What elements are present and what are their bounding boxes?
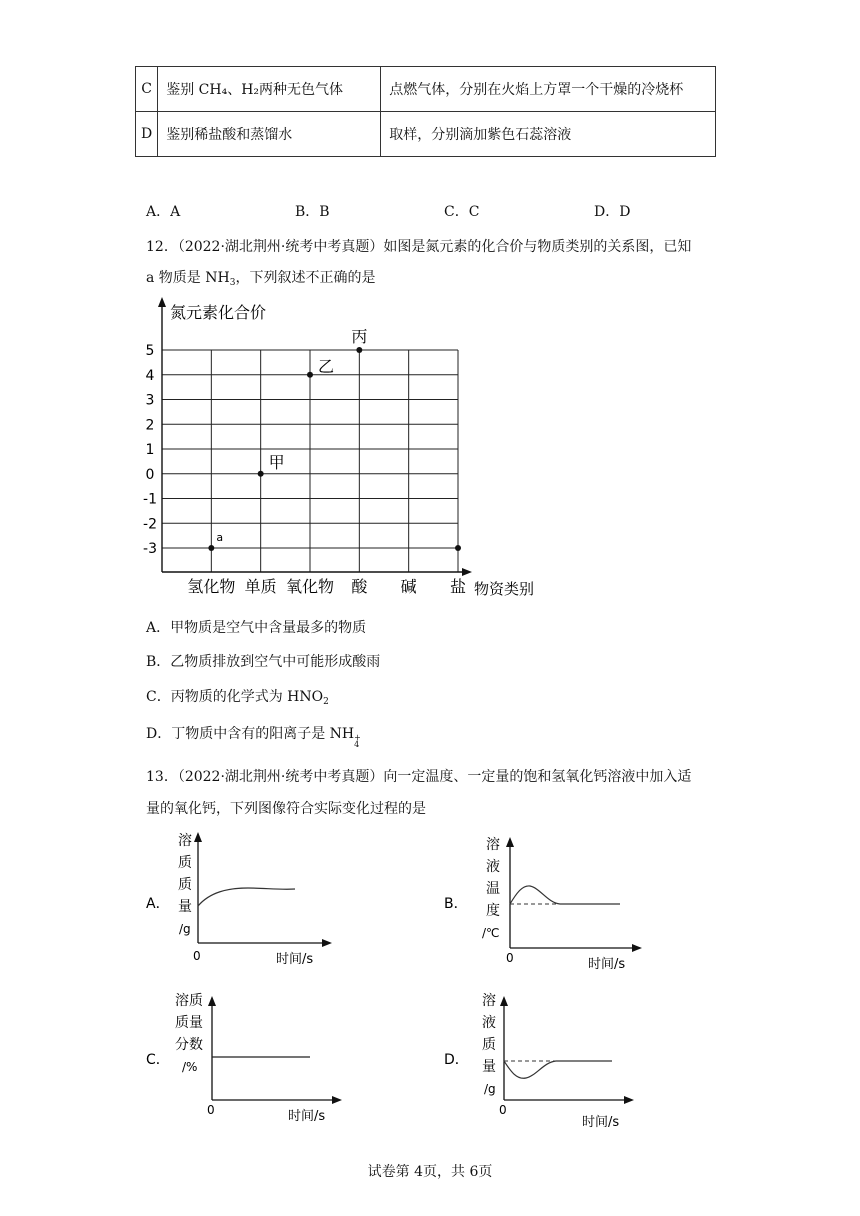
x-axis-label: 物资类别 <box>474 580 535 598</box>
graph-d-curve <box>504 1061 612 1078</box>
q12-option-b[interactable]: B．乙物质排放到空气中可能形成酸雨 <box>146 654 381 670</box>
graph-a-ylabel-2: 质 <box>178 855 192 871</box>
y-tick-label: 1 <box>145 442 155 458</box>
x-category-label: 氧化物 <box>285 577 335 596</box>
data-point-label: 乙 <box>318 356 335 376</box>
graph-a-origin: 0 <box>193 949 201 963</box>
graph-b-origin: 0 <box>506 951 514 965</box>
graph-b-xlabel: 时间/s <box>588 957 626 972</box>
answer-choice-b[interactable]: B．B <box>295 204 330 220</box>
question-13-stem: 13．（2022·湖北荆州·统考中考真题）向一定温度、一定量的饱和氢氧化钙溶液中加入适 <box>146 769 692 785</box>
graph-a[interactable] <box>146 832 332 967</box>
graph-a-x-arrow <box>322 939 332 947</box>
graph-c-ylabel-2: 质量 <box>175 1015 203 1031</box>
y-tick-label: -3 <box>143 541 157 557</box>
y-tick-label: 4 <box>145 367 155 384</box>
graph-a-y-arrow <box>194 832 202 842</box>
q12-option-c[interactable]: C．丙物质的化学式为 $HNO_2$ <box>146 689 329 707</box>
graph-c-ylabel-3: 分数 <box>175 1037 203 1053</box>
question-12-stem-line2: a 物质是 $NH_3$，下列叙述不正确的是 <box>146 270 376 288</box>
x-category-label: 氢化物 <box>187 577 236 596</box>
y-tick-label: 3 <box>145 392 155 409</box>
graph-d-ylabel-4: 量 <box>482 1059 496 1075</box>
y-axis-label: 氮元素化合价 <box>170 303 267 322</box>
graph-c-ylabel-4: /% <box>182 1060 198 1074</box>
x-category-label: 酸 <box>351 577 368 596</box>
graph-b-x-arrow <box>632 944 642 952</box>
graph-b-ylabel-4: 度 <box>486 903 500 919</box>
graph-c-origin: 0 <box>207 1103 215 1117</box>
data-point-label: 甲 <box>268 452 285 472</box>
graph-c-y-arrow <box>208 996 216 1006</box>
y-tick-label: 5 <box>145 343 155 359</box>
graph-a-curve <box>198 888 295 906</box>
q12-option-a[interactable]: A．甲物质是空气中含量最多的物质 <box>146 620 367 636</box>
x-category-label: 单质 <box>244 577 277 596</box>
graph-b-ylabel-5: /℃ <box>482 926 500 940</box>
row-letter: D <box>136 112 158 157</box>
graph-d-ylabel-5: /g <box>484 1082 496 1096</box>
graph-b-ylabel-1: 溶 <box>486 837 500 853</box>
y-tick-label: -1 <box>143 491 157 508</box>
graph-c-ylabel-1: 溶质 <box>175 993 203 1009</box>
graph-d-ylabel-1: 溶 <box>482 993 496 1009</box>
graph-c-option: C． <box>146 1052 170 1068</box>
answer-choice-c[interactable]: C．C <box>444 204 480 220</box>
graph-d-x-arrow <box>624 1096 634 1104</box>
y-tick-label: 0 <box>145 466 155 483</box>
data-point-label: 丙 <box>351 327 368 346</box>
graph-a-xlabel: 时间/s <box>276 952 314 967</box>
y-tick-label: 2 <box>145 417 155 434</box>
graph-b-option: B． <box>444 896 468 912</box>
graph-a-ylabel-1: 溶 <box>178 833 192 849</box>
row-task: 鉴别 CH₄、H₂两种无色气体 <box>158 67 381 112</box>
page-footer: 试卷第 4页，共 6页 <box>367 1164 493 1180</box>
graph-c-xlabel: 时间/s <box>288 1109 326 1124</box>
graph-c-x-arrow <box>332 1096 342 1104</box>
y-tick-label: -2 <box>143 516 157 533</box>
data-point-label: a <box>216 531 224 544</box>
x-category-label: 盐 <box>449 577 467 596</box>
row-task: 鉴别稀盐酸和蒸馏水 <box>158 112 381 157</box>
graph-d-y-arrow <box>500 996 508 1006</box>
q12-option-d[interactable]: D．丁物质中含有的阳离子是 NH + 4 <box>146 726 361 749</box>
graph-a-ylabel-5: /g <box>179 922 191 936</box>
row-method: 取样，分别滴加紫色石蕊溶液 <box>381 112 716 157</box>
question-12-stem: 12．（2022·湖北荆州·统考中考真题）如图是氮元素的化合价与物质类别的关系图，已知 <box>146 239 692 255</box>
graph-a-option: A． <box>146 896 170 912</box>
graph-d-option: D． <box>444 1052 469 1068</box>
graph-a-ylabel-4: 量 <box>178 899 192 915</box>
graph-a-ylabel-3: 质 <box>178 877 192 893</box>
graph-c[interactable] <box>146 992 342 1124</box>
graph-b[interactable] <box>444 836 642 972</box>
graph-b-y-arrow <box>506 837 514 847</box>
graph-d[interactable] <box>444 992 634 1130</box>
question-13-stem-line2: 量的氧化钙，下列图像符合实际变化过程的是 <box>146 801 426 817</box>
graph-d-ylabel-3: 质 <box>482 1037 496 1053</box>
graph-d-ylabel-2: 液 <box>482 1015 496 1031</box>
graph-d-xlabel: 时间/s <box>582 1115 620 1130</box>
graph-b-ylabel-3: 温 <box>486 881 500 897</box>
graph-d-origin: 0 <box>499 1103 507 1117</box>
row-letter: C <box>136 67 158 112</box>
graph-b-ylabel-2: 液 <box>486 859 500 875</box>
row-method: 点燃气体，分别在火焰上方罩一个干燥的冷烧杯 <box>381 67 716 112</box>
answer-choice-d[interactable]: D．D <box>594 204 631 220</box>
x-category-label: 碱 <box>400 577 417 596</box>
answer-choice-a[interactable]: A．A <box>146 204 181 220</box>
graph-b-curve <box>510 886 620 904</box>
